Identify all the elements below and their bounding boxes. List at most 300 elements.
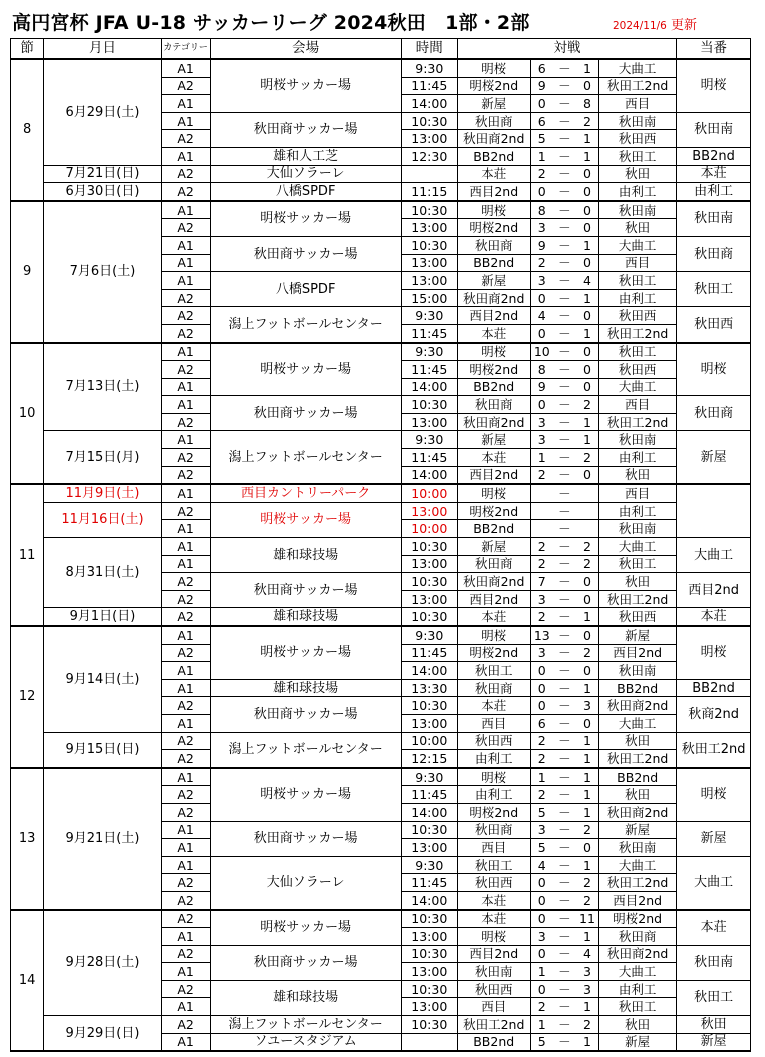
kickoff-time: 11:45 [401,874,457,892]
category: A2 [161,573,210,591]
kickoff-time: 12:30 [401,147,457,165]
away-team: 明桜2nd [599,910,677,928]
score-separator: － [553,307,576,325]
match-row [11,732,751,750]
away-score: 2 [576,449,599,467]
away-team: 秋田南 [599,431,677,449]
category: A1 [161,236,210,254]
home-score: 5 [530,1033,553,1051]
away-team: 大曲工 [599,378,677,396]
away-team: 秋田西 [599,307,677,325]
score-separator: － [553,520,576,538]
away-score: 2 [576,396,599,414]
score-separator: － [553,378,576,396]
away-score: 1 [576,786,599,804]
match-date: 9月21日(土) [44,768,161,910]
score-separator: － [553,343,576,361]
home-team: BB2nd [457,254,530,272]
away-score: 0 [576,466,599,484]
home-team: 本荘 [457,165,530,183]
match-date: 7月13日(土) [44,343,161,431]
section-number: 10 [11,343,44,485]
category: A2 [161,165,210,183]
away-score: 1 [576,130,599,148]
category: A1 [161,856,210,874]
kickoff-time: 9:30 [401,768,457,786]
away-score [576,520,599,538]
home-team: 秋田商2nd [457,413,530,431]
match-date: 9月15日(日) [44,732,161,768]
home-team: 西目2nd [457,590,530,608]
duty-team: 秋田南 [677,201,751,237]
away-team: 秋田商 [599,928,677,946]
away-team: 西目2nd [599,644,677,662]
away-team: 大曲工 [599,538,677,556]
category: A1 [161,1033,210,1051]
away-score: 1 [576,768,599,786]
away-score: 0 [576,662,599,680]
home-team: 明桜2nd [457,803,530,821]
away-team: 大曲工 [599,236,677,254]
home-score: 5 [530,839,553,857]
category: A1 [161,998,210,1016]
category: A1 [161,963,210,981]
home-team: 明桜2nd [457,644,530,662]
score-separator: － [553,431,576,449]
kickoff-time: 13:00 [401,130,457,148]
away-score: 0 [576,378,599,396]
away-score: 1 [576,236,599,254]
home-score: 3 [530,928,553,946]
away-team: 秋田工 [599,998,677,1016]
home-score: 4 [530,307,553,325]
home-team: 西目2nd [457,466,530,484]
header-venue: 会場 [210,39,401,60]
away-score: 0 [576,77,599,95]
home-score: 2 [530,750,553,768]
match-row [11,502,751,520]
match-date: 7月21日(日) [44,165,161,183]
match-date: 9月1日(日) [44,608,161,626]
kickoff-time: 10:30 [401,538,457,556]
home-score: 0 [530,679,553,697]
kickoff-time: 9:30 [401,626,457,644]
home-team: 明桜2nd [457,219,530,237]
away-score: 1 [576,803,599,821]
venue: 明桜サッカー場 [210,768,401,821]
category: A1 [161,555,210,573]
score-separator: － [553,679,576,697]
away-team: 秋田工 [599,555,677,573]
match-date: 11月16日(土) [44,502,161,537]
home-team: 秋田西 [457,732,530,750]
home-score [530,484,553,502]
away-score: 1 [576,289,599,307]
home-score: 1 [530,449,553,467]
page-title: 高円宮杯 JFA U-18 サッカーリーグ 2024秋田 1部・2部 [12,12,530,34]
header-section: 節 [11,39,44,60]
match-date: 7月6日(土) [44,201,161,343]
away-team: 秋田工2nd [599,77,677,95]
score-separator: － [553,891,576,909]
score-separator: － [553,165,576,183]
away-team: 由利工 [599,449,677,467]
score-separator: － [553,130,576,148]
kickoff-time: 10:30 [401,396,457,414]
away-score: 1 [576,732,599,750]
score-separator: － [553,786,576,804]
home-score: 0 [530,289,553,307]
venue: 潟上フットボールセンター [210,1016,401,1034]
kickoff-time: 10:00 [401,520,457,538]
duty-team: 秋田商 [677,396,751,431]
home-score: 0 [530,891,553,909]
duty-team: 秋田商 [677,236,751,271]
category: A1 [161,821,210,839]
kickoff-time: 13:00 [401,839,457,857]
home-score: 1 [530,963,553,981]
away-team: 秋田南 [599,520,677,538]
kickoff-time: 13:00 [401,219,457,237]
home-score [530,502,553,520]
category: A1 [161,378,210,396]
venue: 雄和球技場 [210,980,401,1015]
kickoff-time: 13:00 [401,272,457,290]
match-row [11,183,751,201]
away-team: 秋田商2nd [599,803,677,821]
away-team: 大曲工 [599,59,677,77]
score-separator: － [553,608,576,626]
home-score: 4 [530,856,553,874]
score-separator: － [553,590,576,608]
home-team: 明桜2nd [457,502,530,520]
away-score: 3 [576,963,599,981]
score-separator: － [553,449,576,467]
home-team: BB2nd [457,378,530,396]
score-separator: － [553,803,576,821]
kickoff-time: 15:00 [401,289,457,307]
duty-team: 由利工 [677,183,751,201]
home-score: 6 [530,714,553,732]
home-team: 由利工 [457,786,530,804]
away-team: BB2nd [599,768,677,786]
duty-team: 本荘 [677,165,751,183]
away-team: 大曲工 [599,856,677,874]
category: A2 [161,289,210,307]
away-score: 2 [576,891,599,909]
kickoff-time: 12:15 [401,750,457,768]
home-team: 秋田商 [457,112,530,130]
duty-team [677,484,751,537]
home-team: 明桜 [457,343,530,361]
category: A2 [161,980,210,998]
venue: 秋田商サッカー場 [210,945,401,980]
section-number: 9 [11,201,44,343]
score-separator: － [553,980,576,998]
away-team: 秋田工2nd [599,590,677,608]
score-separator: － [553,484,576,502]
score-separator: － [553,112,576,130]
score-separator: － [553,289,576,307]
kickoff-time: 10:30 [401,201,457,219]
duty-team: 本荘 [677,608,751,626]
away-team: 秋田工2nd [599,324,677,342]
away-team: 大曲工 [599,963,677,981]
home-score: 2 [530,165,553,183]
venue: 八橋SPDF [210,272,401,307]
score-separator: － [553,219,576,237]
away-score: 2 [576,555,599,573]
category: A2 [161,786,210,804]
home-team: 秋田商 [457,396,530,414]
category: A1 [161,928,210,946]
home-score: 1 [530,147,553,165]
away-score: 1 [576,324,599,342]
home-team: 本荘 [457,608,530,626]
home-team: 本荘 [457,324,530,342]
category: A2 [161,750,210,768]
kickoff-time: 13:00 [401,590,457,608]
away-team: 新屋 [599,1033,677,1051]
away-team: 秋田 [599,786,677,804]
away-score: 1 [576,608,599,626]
kickoff-time: 10:30 [401,1016,457,1034]
duty-team: 大曲工 [677,538,751,573]
header-time: 時間 [401,39,457,60]
away-score: 0 [576,165,599,183]
duty-team: BB2nd [677,679,751,697]
category: A1 [161,768,210,786]
home-team: 秋田商2nd [457,130,530,148]
venue: 潟上フットボールセンター [210,431,401,484]
category: A2 [161,77,210,95]
venue: 大仙ソラーレ [210,165,401,183]
venue: 雄和球技場 [210,679,401,697]
home-team: 秋田工 [457,856,530,874]
away-score: 0 [576,343,599,361]
kickoff-time: 10:00 [401,732,457,750]
home-score: 0 [530,910,553,928]
home-team: 明桜 [457,201,530,219]
category: A2 [161,219,210,237]
home-score: 0 [530,662,553,680]
away-score: 0 [576,839,599,857]
away-score: 0 [576,573,599,591]
kickoff-time: 10:30 [401,573,457,591]
home-team: 秋田西 [457,980,530,998]
score-separator: － [553,396,576,414]
away-score: 0 [576,183,599,201]
category: A2 [161,910,210,928]
kickoff-time: 9:30 [401,856,457,874]
venue: 雄和球技場 [210,538,401,573]
home-team: 秋田南 [457,963,530,981]
kickoff-time: 14:00 [401,891,457,909]
venue: 明桜サッカー場 [210,626,401,679]
category: A1 [161,147,210,165]
home-score: 9 [530,77,553,95]
home-team: 明桜 [457,928,530,946]
section-number: 11 [11,484,44,626]
home-score: 2 [530,732,553,750]
category: A2 [161,449,210,467]
away-score: 2 [576,538,599,556]
score-separator: － [553,555,576,573]
header-match: 対戦 [457,39,676,60]
section-number: 14 [11,910,44,1052]
home-team: 秋田商2nd [457,573,530,591]
home-team: 秋田西 [457,874,530,892]
away-team: 秋田南 [599,112,677,130]
category: A1 [161,484,210,502]
away-team: 西目2nd [599,891,677,909]
home-score: 3 [530,272,553,290]
score-separator: － [553,856,576,874]
category: A1 [161,714,210,732]
match-date: 9月14日(土) [44,626,161,732]
home-score: 0 [530,183,553,201]
duty-team: 秋田工 [677,272,751,307]
away-score: 0 [576,201,599,219]
kickoff-time: 11:15 [401,183,457,201]
score-separator: － [553,928,576,946]
match-row [11,484,751,502]
away-team: 秋田西 [599,130,677,148]
venue: 秋田商サッカー場 [210,236,401,271]
kickoff-time: 14:00 [401,803,457,821]
venue: 明桜サッカー場 [210,59,401,112]
away-score: 1 [576,431,599,449]
category: A1 [161,59,210,77]
match-row [11,1016,751,1034]
kickoff-time: 13:00 [401,928,457,946]
score-separator: － [553,963,576,981]
home-score: 0 [530,95,553,113]
away-score: 0 [576,590,599,608]
kickoff-time: 14:00 [401,378,457,396]
away-team: 西目 [599,396,677,414]
score-separator: － [553,768,576,786]
away-team: 秋田工 [599,272,677,290]
away-score: 1 [576,928,599,946]
category: A1 [161,839,210,857]
duty-team: 秋田工2nd [677,732,751,768]
kickoff-time: 11:45 [401,324,457,342]
duty-team: 秋田南 [677,112,751,147]
match-date: 9月29日(日) [44,1016,161,1052]
duty-team: 明桜 [677,343,751,396]
venue: 大仙ソラーレ [210,856,401,909]
away-team: 由利工 [599,980,677,998]
match-row [11,910,751,928]
header-date: 月日 [44,39,161,60]
away-score: 2 [576,644,599,662]
schedule-body [11,59,751,1051]
match-date: 11月9日(土) [44,484,161,502]
home-team: 明桜 [457,59,530,77]
score-separator: － [553,573,576,591]
duty-team: 明桜 [677,626,751,679]
kickoff-time: 11:45 [401,77,457,95]
home-score: 2 [530,998,553,1016]
section-number: 12 [11,626,44,768]
venue: 秋田商サッカー場 [210,396,401,431]
home-team: 西目 [457,839,530,857]
away-score: 1 [576,750,599,768]
score-separator: － [553,697,576,715]
score-separator: － [553,466,576,484]
away-score: 1 [576,679,599,697]
away-team: 由利工 [599,502,677,520]
match-date: 8月31日(土) [44,538,161,608]
match-row [11,165,751,183]
away-team: 秋田 [599,573,677,591]
kickoff-time: 13:30 [401,679,457,697]
score-separator: － [553,95,576,113]
away-score: 2 [576,821,599,839]
kickoff-time: 13:00 [401,963,457,981]
home-team: 本荘 [457,697,530,715]
home-team: BB2nd [457,520,530,538]
home-score: 2 [530,608,553,626]
kickoff-time: 9:30 [401,343,457,361]
away-score: 1 [576,1033,599,1051]
match-date: 6月29日(土) [44,59,161,165]
score-separator: － [553,77,576,95]
home-score: 3 [530,413,553,431]
duty-team: 秋田工 [677,980,751,1015]
home-team: 西目2nd [457,307,530,325]
kickoff-time: 14:00 [401,466,457,484]
home-score: 6 [530,112,553,130]
score-separator: － [553,732,576,750]
home-team: 西目2nd [457,945,530,963]
category: A2 [161,413,210,431]
score-separator: － [553,750,576,768]
away-score: 1 [576,59,599,77]
home-score: 3 [530,219,553,237]
score-separator: － [553,1016,576,1034]
home-score: 0 [530,396,553,414]
duty-team: 新屋 [677,431,751,484]
score-separator: － [553,236,576,254]
venue: 秋田商サッカー場 [210,697,401,732]
away-team: 秋田西 [599,608,677,626]
home-team: BB2nd [457,147,530,165]
category: A1 [161,254,210,272]
score-separator: － [553,945,576,963]
away-score: 1 [576,147,599,165]
home-score: 1 [530,1016,553,1034]
home-team: 秋田商 [457,821,530,839]
score-separator: － [553,254,576,272]
home-team: 秋田工 [457,662,530,680]
duty-team: 秋田 [677,1016,751,1034]
match-row [11,431,751,449]
title-bar [10,2,760,36]
away-score: 1 [576,998,599,1016]
header-duty: 当番 [677,39,751,60]
score-separator: － [553,662,576,680]
away-team: 秋田南 [599,201,677,219]
away-team: 新屋 [599,626,677,644]
home-score [530,520,553,538]
venue: 潟上フットボールセンター [210,307,401,343]
match-date: 9月28日(土) [44,910,161,1016]
kickoff-time: 10:30 [401,112,457,130]
home-team: BB2nd [457,1033,530,1051]
update-label: 更新 [670,18,697,33]
